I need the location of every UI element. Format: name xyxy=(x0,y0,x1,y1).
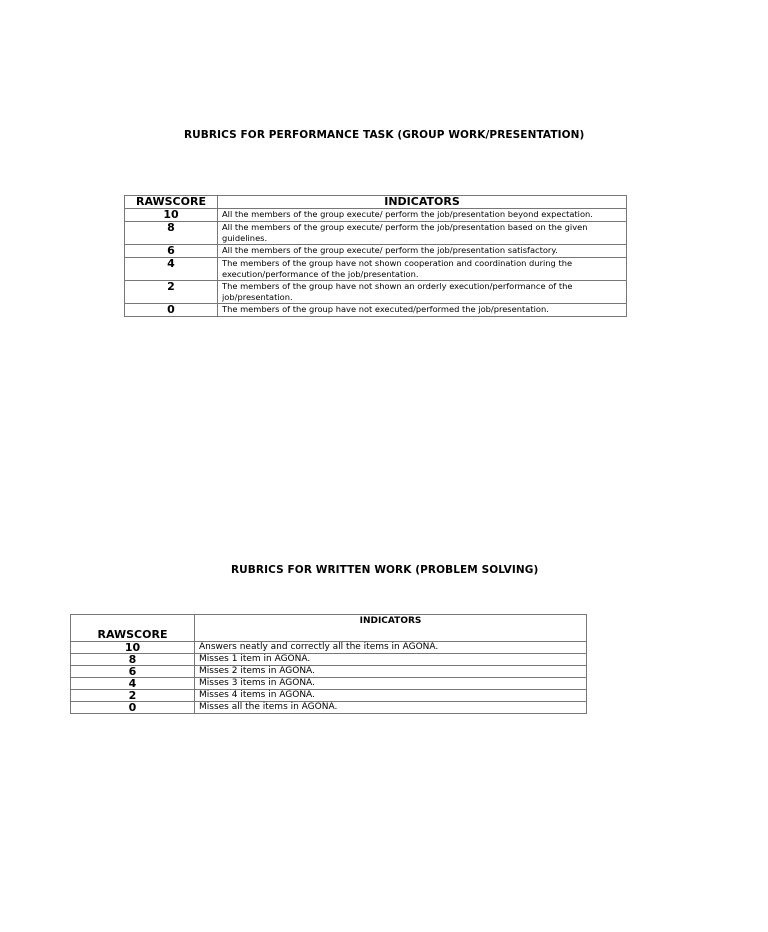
table-row xyxy=(125,222,627,245)
indicator-cell: The members of the group have not executed/performed the job/presentation. xyxy=(218,304,627,317)
table-row xyxy=(125,245,627,258)
score-cell: 8 xyxy=(71,654,195,666)
indicator-cell: Misses 3 items in AGONA. xyxy=(195,678,587,690)
indicator-cell: The members of the group have not shown an orderly execution/performance of the job/presentation. xyxy=(218,281,627,304)
score-cell: 2 xyxy=(125,281,218,304)
table-row xyxy=(125,281,627,304)
written-work-rubric-table xyxy=(70,614,587,714)
indicator-cell: All the members of the group execute/ perform the job/presentation satisfactory. xyxy=(218,245,627,258)
rawscore-header: RAWSCORE xyxy=(125,196,218,209)
rawscore-header: RAWSCORE xyxy=(71,615,195,642)
score-cell: 4 xyxy=(125,258,218,281)
written-work-title: RUBRICS FOR WRITTEN WORK (PROBLEM SOLVING) xyxy=(231,564,539,576)
performance-task-title: RUBRICS FOR PERFORMANCE TASK (GROUP WORK/PRESENTATION) xyxy=(184,129,585,141)
indicators-header: INDICATORS xyxy=(195,615,587,642)
table-row xyxy=(71,678,587,690)
table-header-row xyxy=(125,196,627,209)
indicator-cell: Misses 2 items in AGONA. xyxy=(195,666,587,678)
score-cell: 10 xyxy=(125,209,218,222)
table-row xyxy=(71,654,587,666)
table-row xyxy=(71,666,587,678)
table-row xyxy=(125,209,627,222)
indicator-cell: Misses 4 items in AGONA. xyxy=(195,690,587,702)
score-cell: 0 xyxy=(71,702,195,714)
table-row xyxy=(71,690,587,702)
indicator-cell: Misses all the items in AGONA. xyxy=(195,702,587,714)
score-cell: 8 xyxy=(125,222,218,245)
table-header-row xyxy=(71,615,587,642)
score-cell: 10 xyxy=(71,642,195,654)
score-cell: 6 xyxy=(125,245,218,258)
score-cell: 4 xyxy=(71,678,195,690)
table-row xyxy=(71,642,587,654)
indicator-cell: The members of the group have not shown cooperation and coordination during the execution/performance of the job/presentation. xyxy=(218,258,627,281)
score-cell: 6 xyxy=(71,666,195,678)
indicator-cell: Misses 1 item in AGONA. xyxy=(195,654,587,666)
score-cell: 0 xyxy=(125,304,218,317)
indicator-cell: Answers neatly and correctly all the items in AGONA. xyxy=(195,642,587,654)
indicators-header: INDICATORS xyxy=(218,196,627,209)
table-row xyxy=(125,258,627,281)
performance-task-rubric-table xyxy=(124,195,627,317)
table-row xyxy=(125,304,627,317)
indicator-cell: All the members of the group execute/ perform the job/presentation beyond expectation. xyxy=(218,209,627,222)
score-cell: 2 xyxy=(71,690,195,702)
indicator-cell: All the members of the group execute/ perform the job/presentation based on the given guidelines. xyxy=(218,222,627,245)
table-row xyxy=(71,702,587,714)
